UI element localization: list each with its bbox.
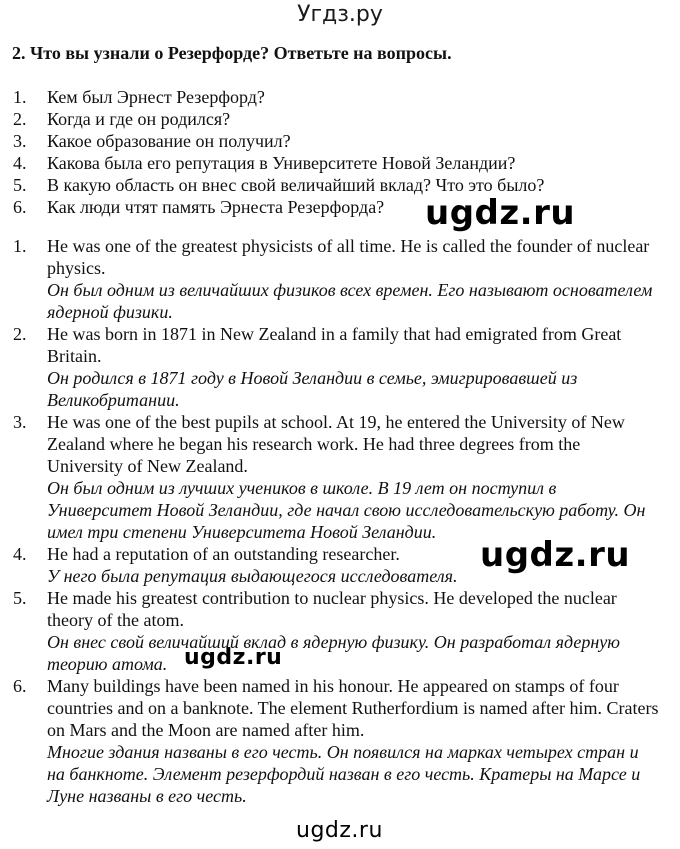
- answers-list: [0, 235, 680, 807]
- watermark: ugdz.ru: [296, 818, 383, 843]
- answer-number: 5.: [13, 588, 27, 608]
- watermark: ugdz.ru: [480, 535, 631, 575]
- answer-english: He made his greatest contribution to nuclear physics. He developed the nuclear theory of the atom.: [47, 588, 617, 630]
- answer-english: He was one of the greatest physicists of all time. He is called the founder of nuclear physics.: [47, 236, 650, 278]
- question-text: В какую область он внес свой величайший вклад? Что это было?: [47, 175, 545, 195]
- question-item: [0, 152, 680, 174]
- answer-item: [0, 411, 680, 543]
- answer-russian: Многие здания названы в его честь. Он появился на марках четырех стран и на банкноте. Элемент резерфордий назван в его честь. Кратеры на Марсе и Луне названы в его честь.: [47, 742, 641, 806]
- question-number: 4.: [13, 153, 27, 173]
- answer-english: He had a reputation of an outstanding researcher.: [47, 544, 400, 564]
- answer-english: He was one of the best pupils at school. At 19, he entered the University of New Zealand where he began his research work. He had three degrees from the University of New Zealand.: [47, 412, 625, 476]
- answer-number: 3.: [13, 412, 27, 432]
- watermark: ugdz.ru: [184, 645, 283, 670]
- answer-item: [0, 323, 680, 411]
- questions-list: [0, 86, 680, 218]
- exercise-heading: 2. Что вы узнали о Резерфорде? Ответьте на вопросы.: [12, 43, 452, 63]
- question-number: 2.: [13, 109, 27, 129]
- question-text: Какова была его репутация в Университете Новой Зеландии?: [47, 153, 516, 173]
- watermark: ugdz.ru: [425, 193, 576, 233]
- answer-number: 4.: [13, 544, 27, 564]
- answer-english: Many buildings have been named in his honour. He appeared on stamps of four countries and on a banknote. The element Rutherfordium is named after him. Craters on Mars and the Moon are named after him.: [47, 676, 659, 740]
- question-number: 5.: [13, 175, 27, 195]
- question-item: [0, 174, 680, 196]
- question-text: Кем был Эрнест Резерфорд?: [47, 87, 265, 107]
- answer-item: [0, 587, 680, 675]
- question-number: 1.: [13, 87, 27, 107]
- answer-item: [0, 235, 680, 323]
- answer-russian: У него была репутация выдающегося исследователя.: [47, 566, 458, 586]
- question-number: 3.: [13, 131, 27, 151]
- answer-number: 2.: [13, 324, 27, 344]
- question-item: [0, 86, 680, 108]
- site-title: Угдз.ру: [297, 2, 383, 27]
- answer-number: 1.: [13, 236, 27, 256]
- answer-russian: Он родился в 1871 году в Новой Зеландии в семье, эмигрировавшей из Великобритании.: [47, 368, 578, 410]
- question-item: [0, 196, 680, 218]
- question-text: Какое образование он получил?: [47, 131, 291, 151]
- answer-number: 6.: [13, 676, 27, 696]
- answer-russian: Он был одним из величайших физиков всех времен. Его называют основателем ядерной физики.: [47, 280, 653, 322]
- question-number: 6.: [13, 197, 27, 217]
- answer-russian: Он внес свой величайший вклад в ядерную физику. Он разработал ядерную теорию атома.: [47, 632, 620, 674]
- answer-item: [0, 675, 680, 807]
- question-text: Как люди чтят память Эрнеста Резерфорда?: [47, 197, 385, 217]
- question-text: Когда и где он родился?: [47, 109, 231, 129]
- question-item: [0, 130, 680, 152]
- question-item: [0, 108, 680, 130]
- answer-russian: Он был одним из лучших учеников в школе. В 19 лет он поступил в Университет Новой Зеландии, где начал свою исследовательскую работу. Он имел три степени Университета Новой Зеландии.: [47, 478, 646, 542]
- answer-english: He was born in 1871 in New Zealand in a family that had emigrated from Great Britain.: [47, 324, 622, 366]
